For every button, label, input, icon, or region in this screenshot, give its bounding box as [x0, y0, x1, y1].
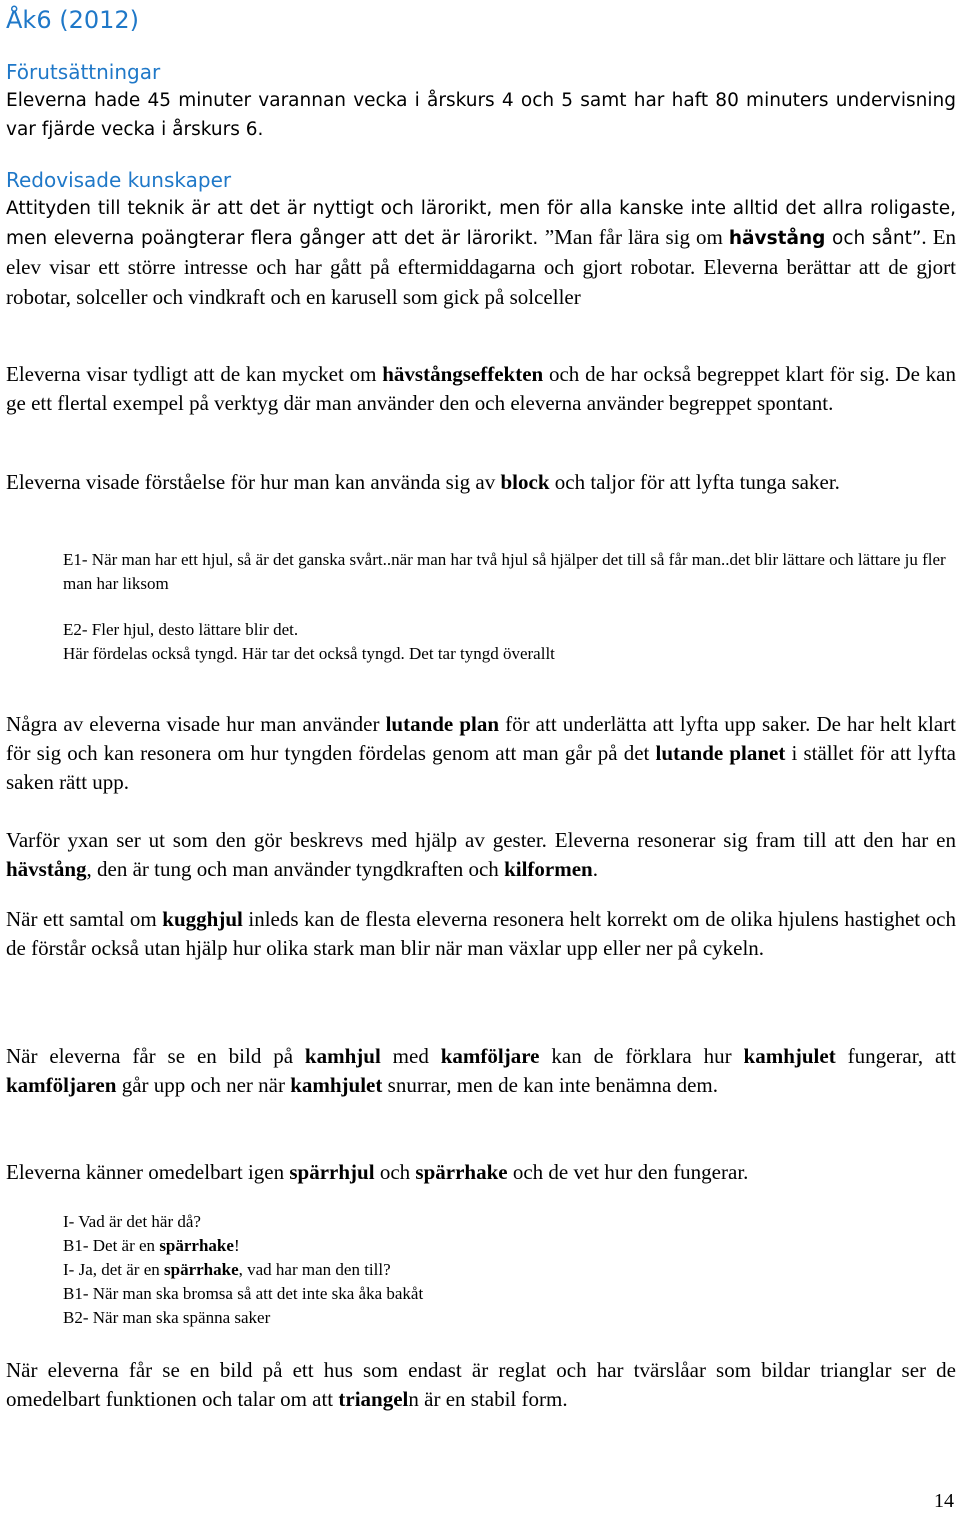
bold-term: spärrhake: [415, 1160, 508, 1184]
text-run: kan de förklara hur: [539, 1044, 744, 1068]
heading-redovisade-kunskaper: Redovisade kunskaper: [6, 168, 232, 192]
heading-forutsattningar: Förutsättningar: [6, 60, 161, 84]
text-run: , vad har man den till?: [238, 1260, 391, 1279]
quote-e1: E1- När man har ett hjul, så är det ganska svårt..när man har två hjul så hjälper det till så får man..det blir lättare och lättare ju fler man har liksom: [63, 550, 946, 593]
text-run: Några av eleverna visade hur man använder: [6, 712, 386, 736]
text-run: Eleverna känner omedelbart igen: [6, 1160, 290, 1184]
paragraph-block: [6, 468, 956, 497]
bold-term: kamhjulet: [743, 1044, 836, 1068]
text-run: går upp och ner när: [116, 1073, 291, 1097]
bold-term: spärrhjul: [289, 1160, 375, 1184]
quote-run: ”Man får lära sig om: [544, 225, 729, 249]
paragraph-kamhjul: [6, 1042, 956, 1100]
text-run: !: [233, 1236, 240, 1255]
text-run: Attityden till teknik är att det är nyttigt och lärorikt, men för alla kanske inte alltid det allra roligaste, men eleverna poängterar flera gånger att det är lärorikt.: [6, 198, 956, 249]
bold-term: hävstång: [728, 228, 826, 249]
bold-term: triangel: [338, 1387, 409, 1411]
paragraph-attityd: [6, 194, 956, 313]
text-run: , den är tung och man använder tyngdkraften och: [86, 857, 505, 881]
bold-term: kugghjul: [162, 907, 243, 931]
paragraph-havstangseffekten: [6, 360, 956, 418]
text-run: Varför yxan ser ut som den gör beskrevs med hjälp av gester. Eleverna resonerar sig fram till att den har en: [6, 828, 956, 852]
quote-e2-continued: Här fördelas också tyngd. Här tar det också tyngd. Det tar tyngd överallt: [63, 644, 555, 663]
text-run: fungerar, att: [835, 1044, 956, 1068]
paragraph-forutsattningar: Eleverna hade 45 minuter varannan vecka i årskurs 4 och 5 samt har haft 80 minuters undervisning var fjärde vecka i årskurs 6.: [6, 90, 956, 140]
text-run: och: [374, 1160, 416, 1184]
text-run: för att underlätta att lyfta upp saker. De har helt klart för sig och kan resonera om hur tyngden fördelas genom att man går på det: [6, 712, 956, 765]
text-run: och de har också begreppet klart för sig. De kan ge ett flertal exempel på verktyg där man använder den och eleverna använder begreppet spontant.: [6, 362, 957, 415]
dialog-line-2: [63, 1234, 240, 1258]
paragraph-kugghjul: [6, 905, 956, 963]
bold-term: spärrhake: [164, 1260, 239, 1279]
bold-term: block: [500, 470, 550, 494]
bold-term: kilformen: [504, 857, 593, 881]
bold-term: spärrhake: [159, 1236, 234, 1255]
quote-end-run: och sånt”: [825, 228, 922, 249]
text-run: . En elev visar ett större intresse och har gått på eftermiddagarna och gjort robotar. Eleverna berättar att de gjort robotar, solceller och vindkraft och en karusell som gick på solceller: [6, 225, 957, 309]
dialog-line-4: B1- När man ska bromsa så att det inte ska åka bakåt: [63, 1284, 424, 1303]
text-run: B1- Det är en: [63, 1236, 160, 1255]
text-run: med: [380, 1044, 441, 1068]
bold-term: kamhjul: [304, 1044, 381, 1068]
dialog-line-1: I- Vad är det här då?: [63, 1212, 201, 1231]
page-number: 14: [934, 1490, 954, 1512]
paragraph-yxan: [6, 826, 956, 884]
text-run: När eleverna får se en bild på ett hus som endast är reglat och har tvärslåar som bildar trianglar ser de omedelbart funktionen och talar om att: [6, 1358, 956, 1411]
text-run: inleds kan de flesta eleverna resonera helt korrekt om de olika hjulens hastighet och de förstår också utan hjälp hur olika stark man blir när man växlar upp eller ner på cykeln.: [6, 907, 957, 960]
dialog-line-5: B2- När man ska spänna saker: [63, 1308, 271, 1327]
text-run: När eleverna får se en bild på: [6, 1044, 305, 1068]
bold-term: lutande plan: [385, 712, 500, 736]
bold-term: hävstångseffekten: [382, 362, 544, 386]
text-run: snurrar, men de kan inte benämna dem.: [382, 1073, 719, 1097]
bold-term: kamhjulet: [290, 1073, 383, 1097]
bold-term: kamföljaren: [6, 1073, 117, 1097]
text-run: Eleverna visade förståelse för hur man kan använda sig av: [6, 470, 501, 494]
text-run: och taljor för att lyfta tunga saker.: [549, 470, 840, 494]
text-run: n är en stabil form.: [408, 1387, 568, 1411]
bold-term: hävstång: [6, 857, 87, 881]
text-run: i stället för att lyfta saken rätt upp.: [6, 741, 957, 794]
paragraph-triangel: [6, 1356, 956, 1414]
bold-term: lutande planet: [655, 741, 786, 765]
bold-term: kamföljare: [440, 1044, 540, 1068]
text-run: När ett samtal om: [6, 907, 163, 931]
text-run: Eleverna visar tydligt att de kan mycket om: [6, 362, 383, 386]
quote-e2: E2- Fler hjul, desto lättare blir det.: [63, 620, 299, 639]
paragraph-sparrhjul: [6, 1158, 956, 1187]
paragraph-lutande-plan: [6, 710, 956, 797]
text-run: och de vet hur den fungerar.: [507, 1160, 749, 1184]
dialog-line-3: [63, 1258, 391, 1282]
page-title: Åk6 (2012): [6, 6, 140, 34]
text-run: I- Ja, det är en: [63, 1260, 165, 1279]
text-run: .: [592, 857, 598, 881]
